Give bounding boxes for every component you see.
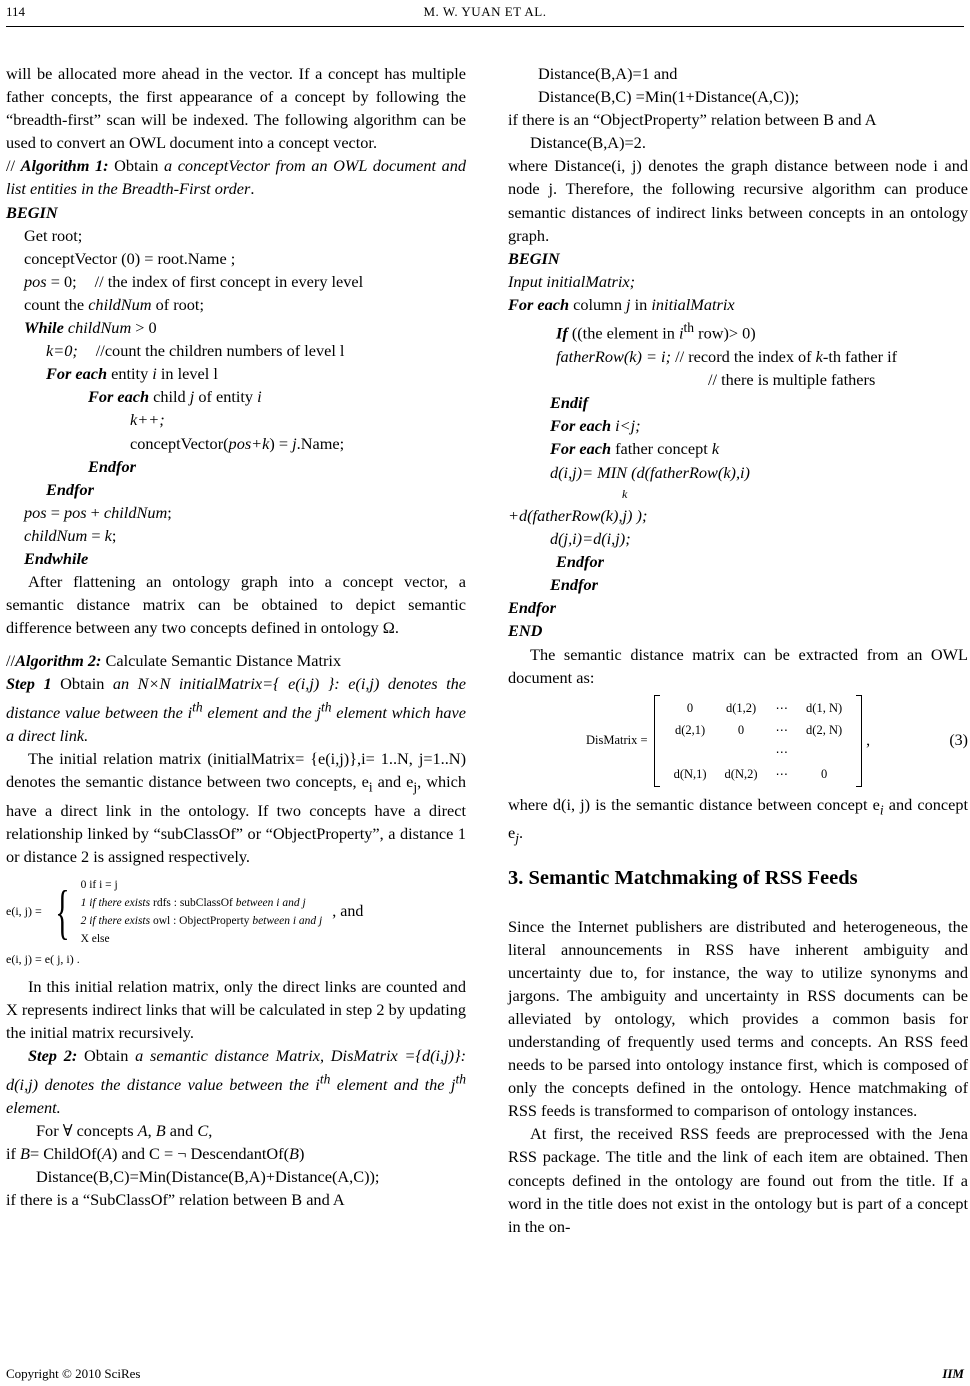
for-all-line: For ∀ concepts A, B and C,: [36, 1120, 213, 1140]
matrix-cell: ⋯: [775, 744, 789, 759]
piecewise-lhs: e(i, j) =: [6, 904, 42, 919]
algorithm-1-heading: // Algorithm 1: Obtain a conceptVector from an OWL document and list entities in the Breadth-First order.: [6, 156, 467, 199]
multiple-fathers-comment: // there is multiple fathers: [708, 369, 876, 389]
if-b-line: if B= ChildOf(A) and C = ¬ DescendantOf(B): [6, 1143, 305, 1163]
matrix-cell: ⋯: [775, 722, 789, 737]
endif-keyword: Endif: [550, 392, 589, 412]
matrix-cell: ⋯: [775, 766, 789, 781]
piecewise-equation: [6, 876, 466, 948]
endfor-r1: Endfor: [556, 552, 604, 572]
section-heading: 3. Semantic Matchmaking of RSS Feeds: [508, 867, 858, 890]
extract-paragraph: The semantic distance matrix can be extracted from an OWL document as:: [508, 644, 968, 687]
if-row-line: If ((the element in $i^{th}$ row)> 0): [556, 320, 756, 343]
case-objectproperty: 2 if there exists owl : ObjectProperty between i and j: [80, 914, 323, 927]
in-this-paragraph: In this initial relation matrix, only the direct links are counted and X represents indirect links that will be calculated in step 2 by updating the initial matrix recursively.: [6, 976, 466, 1043]
begin-keyword-2: BEGIN: [508, 248, 560, 268]
symmetry-equation: e(i, j) = e( j, i) .: [6, 951, 80, 966]
distance-line-1: Distance(B,C)=Min(Distance(B,A)+Distance(A,C));: [36, 1167, 380, 1187]
endwhile-keyword: Endwhile: [24, 548, 89, 568]
page-footer: [6, 1366, 964, 1382]
for-each-father-line: For each father concept k: [550, 438, 720, 458]
after-flattening-paragraph: After flattening an ontology graph into a concept vector, a semantic distance matrix can be obtained to depict semantic difference between any two concepts defined in ontology Ω.: [6, 572, 466, 638]
d-min-line: d(i,j)= MIN (d(fatherRow(k),i) k: [550, 463, 750, 502]
step-2-paragraph: Step 2: Obtain a semantic distance Matrix, DisMatrix ={d(i,j)}: d(i,j) denotes the distance value between the $i^{th}$ element and the $j^{th}$ element.: [6, 1046, 467, 1117]
childnum-update-line: childNum = k;: [24, 525, 117, 545]
input-line: Input initialMatrix;: [508, 271, 636, 291]
where-d-paragraph: where d(i, j) is the semantic distance between concept $e_i$ and concept $e_j$.: [508, 794, 968, 846]
endfor-r2: Endfor: [550, 575, 598, 595]
while-line: While childNum > 0: [24, 318, 157, 338]
running-head: M. W. YUAN ET AL.: [423, 4, 547, 19]
matrix-cell: [797, 741, 851, 763]
endfor-r3: Endfor: [508, 598, 556, 618]
matrix-cell: 0: [686, 700, 694, 715]
endfor-inner: Endfor: [88, 456, 136, 476]
matrix-cell: d(2,1): [674, 722, 706, 737]
step-1-paragraph: Step 1 Obtain an N×N initialMatrix={ e(i,j) }: e(i,j) denotes the distance value between the $i^{th}$ element and the $j^{th}$ element which have a direct link.: [6, 674, 466, 746]
case-else: X else: [80, 932, 110, 945]
for-each-ij-line: For each i<j;: [550, 415, 641, 435]
rss-paragraph-2: At first, the received RSS feeds are preprocessed with the Jena RSS package. The title and the link of each item are obtained. Then concepts defined in the ontology are found out from the title. If a word in the title does not exist in the ontology but is part of a concept in the on-: [508, 1124, 968, 1236]
dismatrix-equation: [508, 695, 968, 787]
matrix-row: [665, 741, 852, 763]
concept-vector-assign-line: conceptVector(pos+k) = j.Name;: [130, 433, 345, 453]
equation-number: (3): [949, 732, 968, 750]
matrix-cell: d(1, N): [806, 700, 843, 715]
copyright-text: Copyright © 2010 SciRes: [6, 1366, 141, 1381]
for-each-column-line: For each column j in initialMatrix: [508, 294, 735, 314]
matrix-row: [665, 719, 852, 741]
subclass-relation-line: if there is a “SubClassOf” relation between B and A: [6, 1190, 345, 1210]
case-equal: 0 if i = j: [80, 878, 118, 891]
matrix-row: [665, 763, 852, 785]
matrix-lhs: DisMatrix =: [586, 733, 648, 748]
begin-keyword: BEGIN: [6, 202, 58, 222]
where-distance-paragraph: where Distance(i, j) denotes the graph distance between node i and node j. Therefore, the following recursive algorithm can produce semantic distances of indirect links between concepts in an ontology graph.: [508, 156, 968, 245]
k-increment-line: k++;: [130, 410, 165, 430]
distance-ba-2: Distance(B,A)=2.: [530, 133, 646, 153]
page-header: [0, 0, 970, 30]
piecewise-cases: [81, 876, 323, 948]
end-keyword: END: [508, 621, 543, 641]
matrix-brackets: [654, 695, 863, 787]
matrix-cell: d(2, N): [806, 722, 843, 737]
matrix-row: [665, 697, 852, 719]
matrix-comma: ,: [866, 732, 871, 750]
right-column: [508, 62, 968, 1238]
matrix-cell: 0: [737, 722, 745, 737]
page-number: 114: [6, 4, 26, 19]
matrix-cell: d(N,2): [724, 766, 758, 781]
pos-init-line: pos = 0; // the index of first concept in every level: [24, 271, 364, 291]
matrix-cell: d(1,2): [725, 700, 757, 715]
and-text: , and: [332, 903, 364, 921]
algorithm-2-heading: //Algorithm 2: Calculate Semantic Distance Matrix: [6, 651, 342, 671]
pos-update-line: pos = pos + childNum;: [24, 502, 172, 522]
get-root-line: Get root;: [24, 225, 83, 245]
d-ji-line: d(j,i)=d(i,j);: [550, 529, 631, 549]
left-brace: {: [54, 878, 70, 945]
case-subclassof: 1 if there exists rdfs : subClassOf between i and j: [80, 896, 306, 909]
matrix-cell: 0: [820, 766, 828, 781]
for-each-entity-line: For each entity i in level l: [46, 364, 218, 384]
distance-bc: Distance(B,C) =Min(1+Distance(A,C));: [538, 87, 800, 107]
left-column: [6, 62, 466, 1211]
matrix-cell: [716, 741, 767, 763]
matrix-table: [665, 697, 852, 785]
concept-vector-line: conceptVector (0) = root.Name ;: [24, 248, 236, 268]
rss-paragraph-1: Since the Internet publishers are distributed and heterogeneous, the literal announcements in RSS have inherent ambiguity and uncertainty due to, for instance, the way to utilize synonyms and jargons. The ambiguity and uncertainty in RSS documents can be alleviated by ontology, which provides a common basis for understanding of frequently used terms and concepts. An RSS feed needs to be parsed into ontology instance first, which is composed of only the concepts defined in the ontology. Hence matchmaking of RSS feeds is transformed to comparison of ontology instances.: [508, 916, 968, 1121]
matrix-cell: d(N,1): [673, 766, 707, 781]
father-row-line: fatherRow(k) = i; // record the index of k-th father if: [556, 346, 898, 366]
journal-abbrev: IIM: [942, 1366, 964, 1381]
k-init-line: k=0; //count the children numbers of level l: [46, 341, 345, 361]
initial-relation-paragraph: The initial relation matrix (initialMatrix= {e(i,j)},i= 1..N, j=1..N) denotes the semantic distance between two concepts, $e_i$ and $e_j$, which have a direct link in the ontology. If two concepts have a direct relationship linked by “subClassOf” or “ObjectProperty”, a distance 1 or distance 2 is assigned respectively.: [6, 749, 466, 866]
objectproperty-relation-line: if there is an “ObjectProperty” relation between B and A: [508, 110, 877, 130]
header-rule: [6, 26, 964, 27]
matrix-cell: ⋯: [775, 700, 789, 715]
intro-paragraph: will be allocated more ahead in the vector. If a concept has multiple father concepts, the first appearance of a concept by following the “breadth-first” scan will be indexed. The following algorithm can be used to convert an OWL document into a concept vector.: [6, 64, 466, 153]
d-min-continued: +d(fatherRow(k),j) );: [508, 506, 648, 526]
endfor-outer: Endfor: [46, 479, 94, 499]
for-each-child-line: For each child j of entity i: [88, 387, 262, 407]
matrix-cell: [665, 741, 716, 763]
distance-ba-1: Distance(B,A)=1 and: [538, 64, 678, 83]
count-childnum-line: count the childNum of root;: [24, 294, 204, 314]
